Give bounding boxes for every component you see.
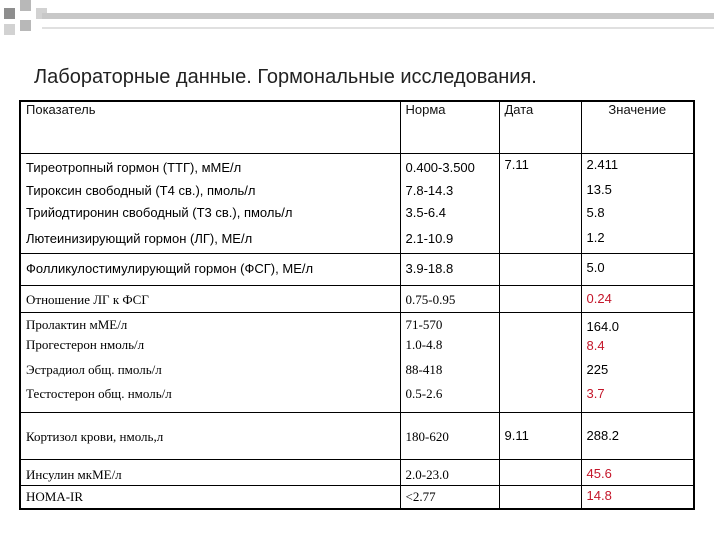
result-value: 164.0 (581, 312, 694, 335)
table-row (20, 459, 694, 485)
norm-value: 3.9-18.8 (400, 253, 499, 285)
table-row (20, 359, 694, 383)
indicator-name: Кортизол крови, нмоль,л (26, 428, 164, 444)
table-row (20, 485, 694, 509)
result-value: 5.0 (581, 253, 694, 285)
result-value: 2.411 (581, 153, 694, 179)
indicator-name: Отношение ЛГ к ФСГ (26, 291, 149, 307)
result-value: 288.2 (581, 412, 694, 459)
test-date: 7.11 (499, 153, 581, 179)
indicator-name: Пролактин мМЕ/л (26, 316, 128, 332)
table-row (20, 312, 694, 335)
hormone-table (19, 100, 695, 510)
table-row (20, 285, 694, 312)
header-date: Дата (499, 101, 581, 153)
norm-value: 1.0-4.8 (400, 335, 499, 359)
page-title: Лабораторные данные. Гормональные исследования. (34, 66, 537, 88)
indicator-name: Эстрадиол общ. пмоль/л (26, 362, 162, 377)
indicator-name: Тироксин свободный (Т4 св.), пмоль/л (26, 183, 256, 198)
table-row (20, 335, 694, 359)
norm-value: 0.400-3.500 (400, 153, 499, 179)
test-date (499, 335, 581, 359)
test-date (499, 383, 581, 412)
norm-value: 0.75-0.95 (400, 285, 499, 312)
corner-decoration (0, 0, 720, 40)
test-date: 9.11 (499, 412, 581, 459)
header-indicator: Показатель (26, 102, 96, 117)
result-value: 45.6 (581, 459, 694, 485)
norm-value: 7.8-14.3 (400, 179, 499, 203)
indicator-name: Инсулин мкМЕ/л (26, 466, 122, 482)
norm-value: 2.0-23.0 (400, 459, 499, 485)
table-row (20, 383, 694, 412)
test-date (499, 312, 581, 335)
indicator-name: Тиреотропный гормон (ТТГ), мМЕ/л (26, 159, 242, 175)
test-date (499, 359, 581, 383)
test-date (499, 459, 581, 485)
table-row (20, 227, 694, 253)
indicator-name: Фолликулостимулирующий гормон (ФСГ), МЕ/л (26, 260, 314, 276)
indicator-name: Тестостерон общ. нмоль/л (26, 386, 172, 401)
indicator-name: Трийодтиронин свободный (Т3 св.), пмоль/л (26, 205, 293, 220)
test-date (499, 485, 581, 509)
indicator-name: Лютеинизирующий гормон (ЛГ), МЕ/л (26, 231, 253, 246)
norm-value: 2.1-10.9 (400, 227, 499, 253)
test-date (499, 203, 581, 227)
indicator-name: HOMA-IR (26, 488, 84, 504)
result-value: 1.2 (581, 227, 694, 253)
table-row (20, 203, 694, 227)
table-header-row (20, 101, 694, 153)
result-value: 225 (581, 359, 694, 383)
norm-value: 88-418 (400, 359, 499, 383)
test-date (499, 253, 581, 285)
result-value: 3.7 (581, 383, 694, 412)
table-row (20, 179, 694, 203)
norm-value: 180-620 (400, 412, 499, 459)
table-row (20, 412, 694, 459)
result-value: 5.8 (581, 203, 694, 227)
norm-value: 0.5-2.6 (400, 383, 499, 412)
table-row (20, 153, 694, 179)
norm-value: 3.5-6.4 (400, 203, 499, 227)
header-value: Значение (581, 101, 694, 153)
result-value: 13.5 (581, 179, 694, 203)
norm-value: <2.77 (400, 485, 499, 509)
test-date (499, 285, 581, 312)
result-value: 0.24 (581, 285, 694, 312)
header-norm: Норма (400, 101, 499, 153)
table-row (20, 253, 694, 285)
indicator-name: Прогестерон нмоль/л (26, 337, 145, 352)
result-value: 14.8 (581, 485, 694, 509)
norm-value: 71-570 (400, 312, 499, 335)
result-value: 8.4 (581, 335, 694, 359)
test-date (499, 179, 581, 203)
test-date (499, 227, 581, 253)
